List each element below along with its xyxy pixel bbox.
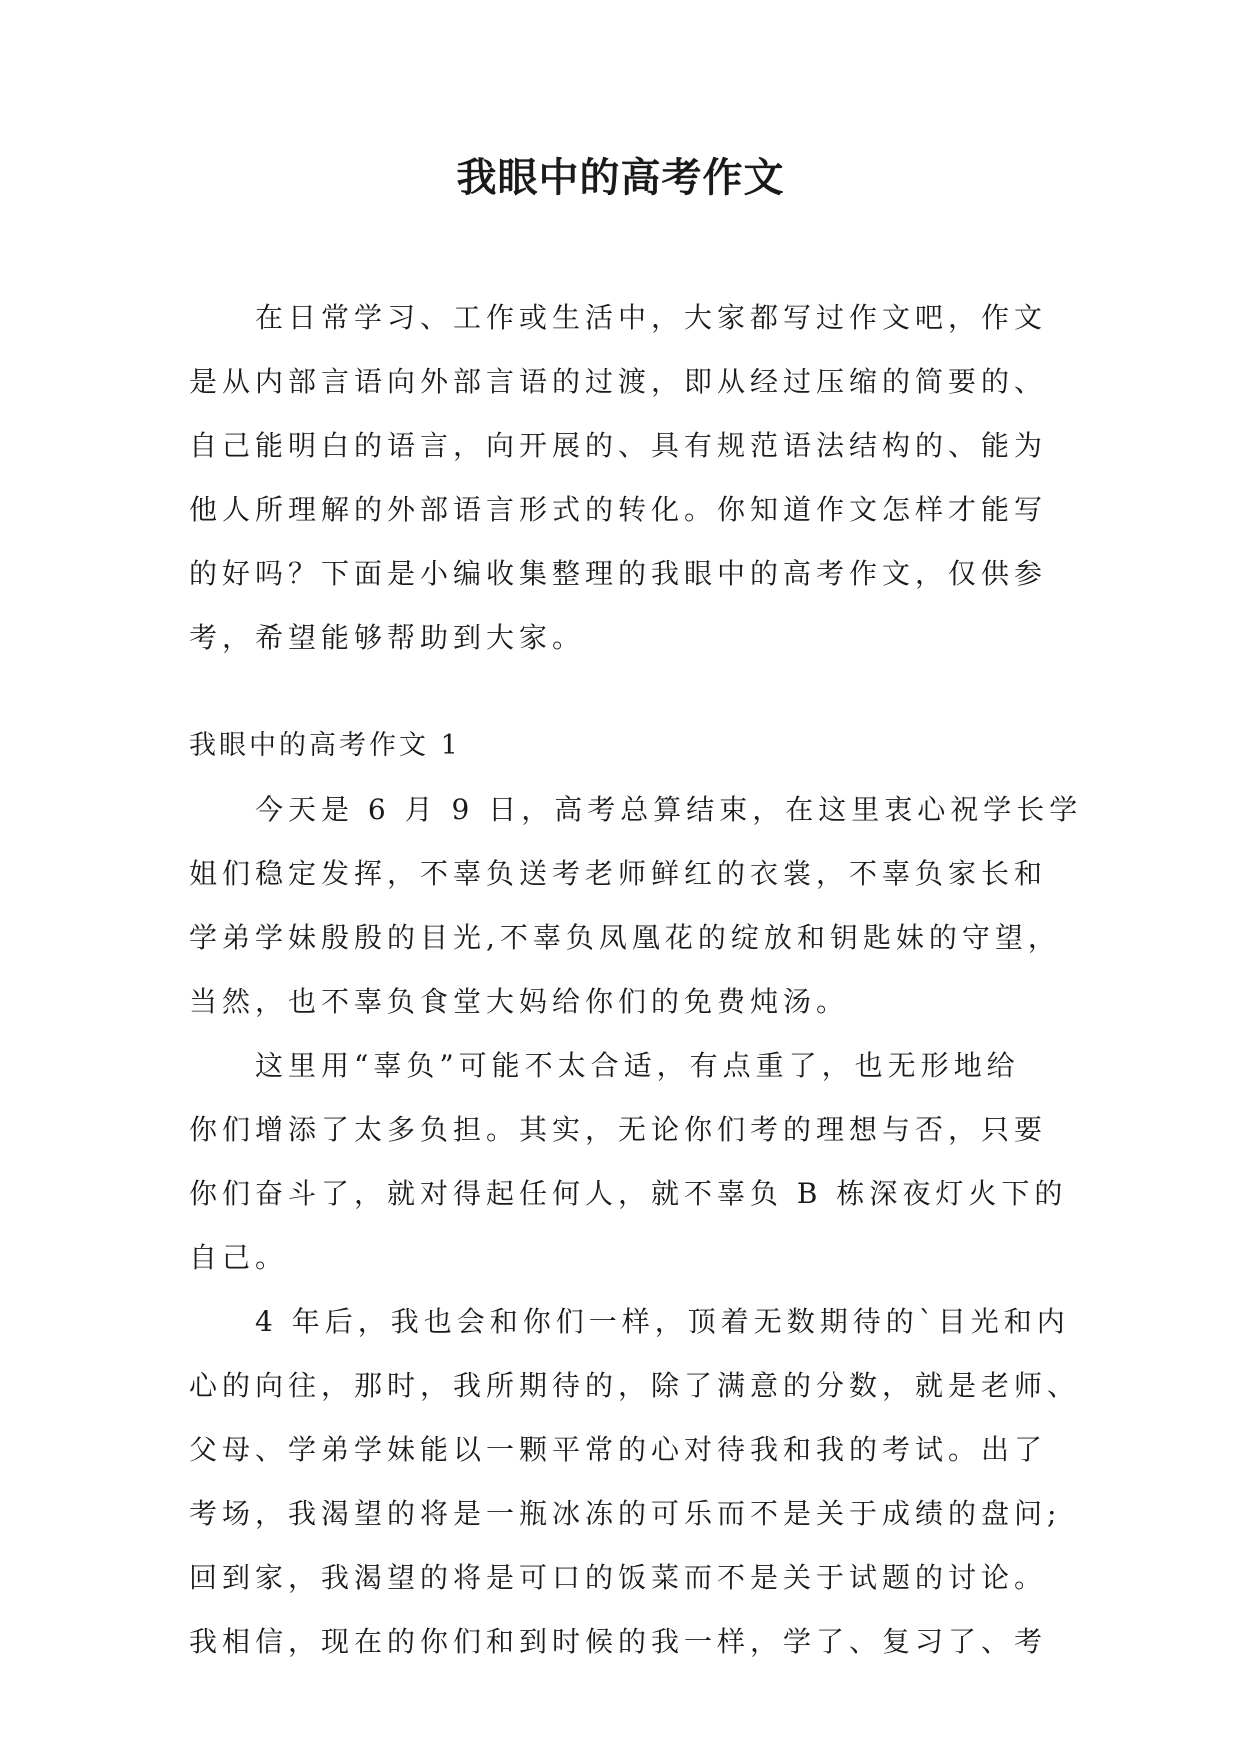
paragraph-line: 这里用“辜负”可能不太合适，有点重了，也无形地给	[255, 1049, 1020, 1082]
document-body	[189, 286, 1083, 1674]
intro-line: 自己能明白的语言，向开展的、具有规范语法结构的、能为	[189, 429, 1048, 462]
paragraph-line: 我相信，现在的你们和到时候的我一样，学了、复习了、考	[189, 1625, 1048, 1658]
intro-line: 是从内部言语向外部言语的过渡，即从经过压缩的简要的、	[189, 365, 1048, 398]
paragraph-line: 姐们稳定发挥，不辜负送考老师鲜红的衣裳，不辜负家长和	[189, 857, 1048, 890]
paragraph-3	[189, 1290, 1081, 1674]
intro-paragraph	[189, 286, 1069, 670]
section-heading: 我眼中的高考作文 1	[189, 730, 461, 761]
intro-line: 考，希望能够帮助到大家。	[189, 621, 586, 654]
paragraph-line: 考场，我渴望的将是一瓶冰冻的可乐而不是关于成绩的盘问;	[189, 1497, 1062, 1530]
document-title: 我眼中的高考作文	[456, 154, 785, 201]
paragraph-line: 4 年后，我也会和你们一样，顶着无数期待的`目光和内	[255, 1305, 1070, 1338]
paragraph-line: 学弟学妹殷殷的目光,不辜负凤凰花的绽放和钥匙妹的守望，	[189, 921, 1061, 954]
paragraph-line: 心的向往，那时，我所期待的，除了满意的分数，就是老师、	[189, 1369, 1081, 1402]
paragraph-line: 自己。	[189, 1241, 289, 1274]
intro-line: 的好吗？下面是小编收集整理的我眼中的高考作文，仅供参	[189, 557, 1048, 590]
spacer	[189, 670, 1069, 714]
paragraph-1	[189, 778, 1083, 1034]
paragraph-line: 父母、学弟学妹能以一颗平常的心对待我和我的考试。出了	[189, 1433, 1048, 1466]
paragraph-line: 你们奋斗了，就对得起任何人，就不辜负 B 栋深夜灯火下的	[189, 1177, 1068, 1210]
paragraph-line: 你们增添了太多负担。其实，无论你们考的理想与否，只要	[189, 1113, 1048, 1146]
paragraph-2	[189, 1034, 1069, 1290]
intro-line: 他人所理解的外部语言形式的转化。你知道作文怎样才能写	[189, 493, 1048, 526]
paragraph-line: 今天是 6 月 9 日，高考总算结束，在这里衷心祝学长学	[255, 793, 1083, 826]
intro-line: 在日常学习、工作或生活中，大家都写过作文吧，作文	[255, 301, 1048, 334]
paragraph-line: 当然，也不辜负食堂大妈给你们的免费炖汤。	[189, 985, 850, 1018]
paragraph-line: 回到家，我渴望的将是可口的饭菜而不是关于试题的讨论。	[189, 1561, 1048, 1594]
